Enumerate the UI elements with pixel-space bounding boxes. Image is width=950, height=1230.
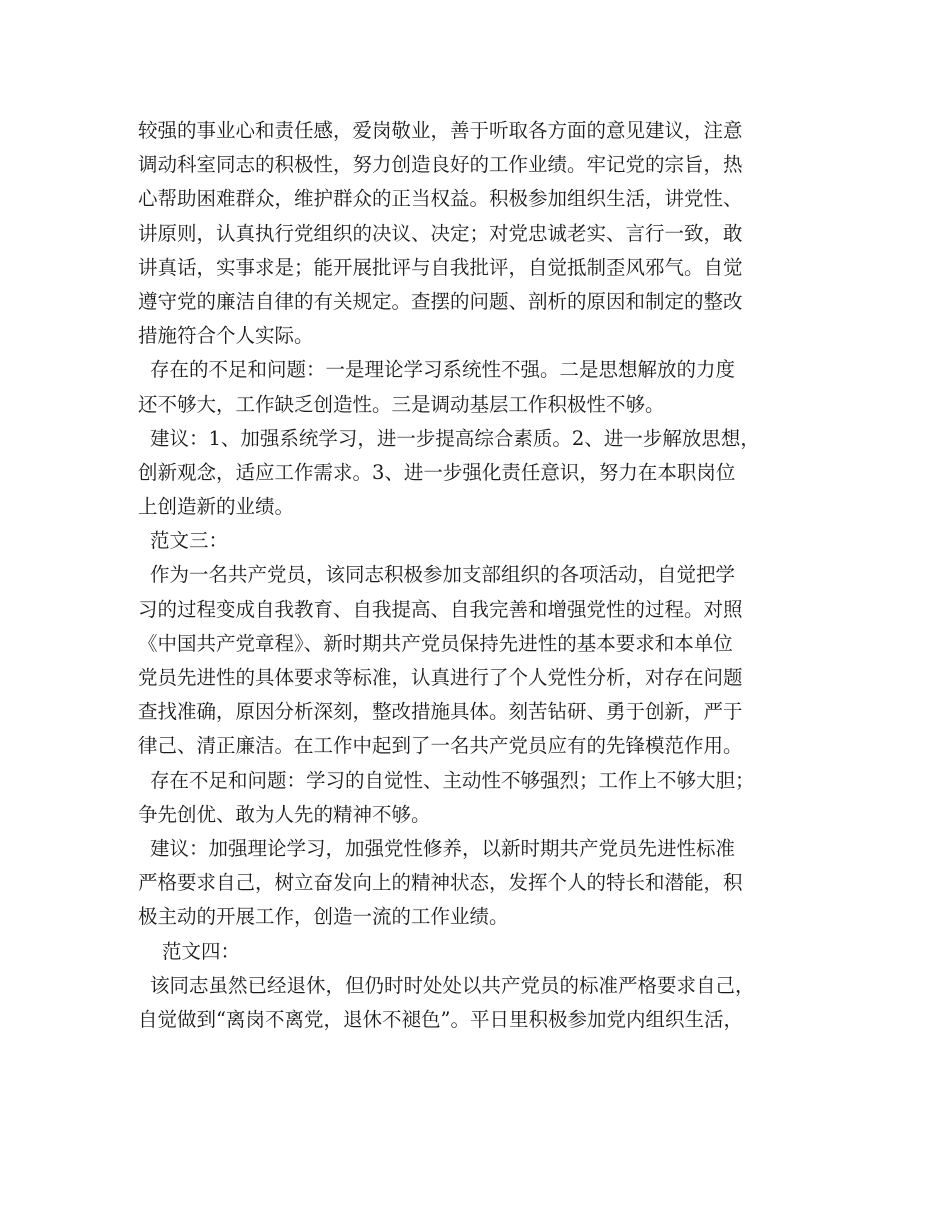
document-body <box>138 114 828 1037</box>
text-line: 还不够大，工作缺乏创造性。三是调动基层工作积极性不够。 <box>138 392 665 416</box>
text-line: 作为一名共产党员，该同志积极参加支部组织的各项活动，自觉把学 <box>150 563 736 587</box>
text-line: 该同志虽然已经退休，但仍时时处处以共产党员的标准严格要求自己， <box>150 973 755 997</box>
text-line: 极主动的开展工作，创造一流的工作业绩。 <box>138 905 509 929</box>
section-heading: 范文三： <box>150 529 229 553</box>
text-line: 建议：加强理论学习，加强党性修养，以新时期共产党员先进性标准 <box>150 836 736 860</box>
text-line: 查找准确，原因分析深刻，整改措施具体。刻苦钻研、勇于创新，严于 <box>138 700 743 724</box>
text-line: 党员先进性的具体要求等标准，认真进行了个人党性分析，对存在问题 <box>138 666 743 689</box>
text-line: 《中国共产党章程》、新时期共产党员保持先进性的基本要求和本单位 <box>138 631 733 655</box>
text-line: 习的过程变成自我教育、自我提高、自我完善和增强党性的过程。对照 <box>138 597 743 621</box>
text-line: 讲原则，认真执行党组织的决议、决定；对党忠诚老实、言行一致，敢 <box>138 221 743 245</box>
text-line: 上创造新的业绩。 <box>138 495 295 519</box>
text-line: 存在的不足和问题：一是理论学习系统性不强。二是思想解放的力度 <box>150 358 736 382</box>
text-line: 建议：1、加强系统学习，进一步提高综合素质。2、进一步解放思想， <box>150 426 760 450</box>
text-line: 措施符合个人实际。 <box>138 324 314 348</box>
text-line: 较强的事业心和责任感，爱岗敬业，善于听取各方面的意见建议，注意 <box>138 119 743 142</box>
text-line: 创新观念，适应工作需求。3、进一步强化责任意识，努力在本职岗位 <box>138 460 736 484</box>
text-line: 遵守党的廉洁自律的有关规定。查摆的问题、剖析的原因和制定的整改 <box>138 289 743 313</box>
text-line: 自觉做到“离岗不离党，退休不褪色”。平日里积极参加党内组织生活， <box>138 1007 743 1031</box>
text-line: 争先创优、敢为人先的精神不够。 <box>138 802 431 826</box>
text-line: 严格要求自己，树立奋发向上的精神状态，发挥个人的特长和潜能，积 <box>138 871 743 895</box>
text-line: 调动科室同志的积极性，努力创造良好的工作业绩。牢记党的宗旨，热 <box>138 153 743 177</box>
section-heading: 范文四： <box>162 939 241 963</box>
text-line: 律己、清正廉洁。在工作中起到了一名共产党员应有的先锋模范作用。 <box>138 734 743 758</box>
text-line: 心帮助困难群众，维护群众的正当权益。积极参加组织生活，讲党性、 <box>138 187 743 211</box>
text-line: 存在不足和问题：学习的自觉性、主动性不够强烈；工作上不够大胆； <box>150 768 755 792</box>
text-line: 讲真话，实事求是；能开展批评与自我批评，自觉抵制歪风邪气。自觉 <box>138 255 743 279</box>
